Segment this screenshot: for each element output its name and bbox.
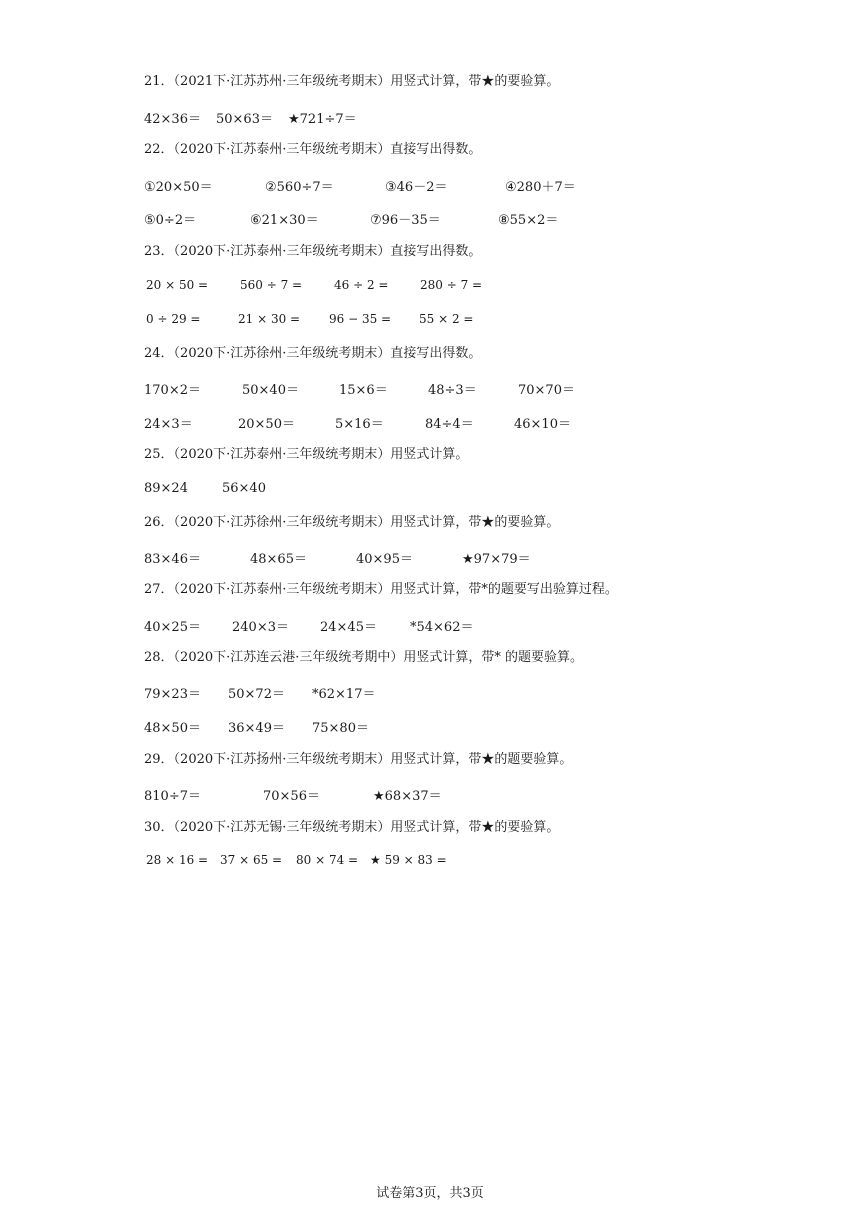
expression: ①20×50＝ bbox=[144, 180, 213, 195]
expression: 80 × 74 = bbox=[296, 853, 359, 867]
expression: ★ 59 × 83 = bbox=[370, 853, 447, 867]
expression: ⑧55×2＝ bbox=[498, 213, 559, 228]
expression: *62×17＝ bbox=[312, 687, 376, 702]
question-30-header: 30．（2020下·江苏无锡·三年级统考期末）用竖式计算，带★的要验算。 bbox=[144, 820, 560, 835]
expression: 21 × 30 = bbox=[238, 312, 301, 326]
expression: ④280＋7＝ bbox=[505, 180, 576, 195]
expression: 5×16＝ bbox=[335, 417, 384, 432]
expression: *54×62＝ bbox=[410, 620, 474, 635]
expression: 75×80＝ bbox=[312, 721, 369, 736]
expression: 56×40 bbox=[222, 481, 266, 496]
expression: 560 ÷ 7 = bbox=[240, 278, 303, 292]
expression: 50×63＝ bbox=[216, 112, 273, 127]
question-27-header: 27．（2020下·江苏泰州·三年级统考期末）用竖式计算，带*的题要写出验算过程。 bbox=[144, 582, 618, 597]
expression: 20×50＝ bbox=[238, 417, 295, 432]
expression: 20 × 50 = bbox=[146, 278, 209, 292]
question-24-header: 24．（2020下·江苏徐州·三年级统考期末）直接写出得数。 bbox=[144, 346, 482, 361]
question-25-header: 25．（2020下·江苏泰州·三年级统考期末）用竖式计算。 bbox=[144, 447, 469, 462]
expression: 48×65＝ bbox=[250, 552, 307, 567]
expression: 170×2＝ bbox=[144, 383, 201, 398]
expression: 37 × 65 = bbox=[220, 853, 283, 867]
question-28-header: 28．（2020下·江苏连云港·三年级统考期中）用竖式计算，带* 的题要验算。 bbox=[144, 650, 584, 665]
expression: ⑥21×30＝ bbox=[250, 213, 319, 228]
expression: 0 ÷ 29 = bbox=[146, 312, 201, 326]
expression: ③46－2＝ bbox=[385, 180, 448, 195]
expression: ★68×37＝ bbox=[373, 789, 442, 804]
expression: 40×95＝ bbox=[356, 552, 413, 567]
expression: 48×50＝ bbox=[144, 721, 201, 736]
expression: 40×25＝ bbox=[144, 620, 201, 635]
expression: 42×36＝ bbox=[144, 112, 201, 127]
expression: 46 ÷ 2 = bbox=[334, 278, 389, 292]
expression: 70×56＝ bbox=[263, 789, 320, 804]
expression: 83×46＝ bbox=[144, 552, 201, 567]
expression: ⑤0÷2＝ bbox=[144, 213, 197, 228]
expression: 50×40＝ bbox=[242, 383, 299, 398]
question-21-header: 21．（2021下·江苏苏州·三年级统考期末）用竖式计算，带★的要验算。 bbox=[144, 74, 560, 89]
question-23-header: 23．（2020下·江苏泰州·三年级统考期末）直接写出得数。 bbox=[144, 244, 482, 259]
expression: 240×3＝ bbox=[232, 620, 289, 635]
question-29-header: 29．（2020下·江苏扬州·三年级统考期末）用竖式计算，带★的题要验算。 bbox=[144, 752, 573, 767]
expression: 15×6＝ bbox=[339, 383, 388, 398]
expression: 55 × 2 = bbox=[419, 312, 474, 326]
expression: 24×45＝ bbox=[320, 620, 377, 635]
expression: 36×49＝ bbox=[228, 721, 285, 736]
expression: 70×70＝ bbox=[518, 383, 575, 398]
expression: 96 − 35 = bbox=[329, 312, 392, 326]
expression: ★97×79＝ bbox=[462, 552, 531, 567]
expression: ★721÷7＝ bbox=[288, 112, 357, 127]
expression: 46×10＝ bbox=[514, 417, 571, 432]
expression: 84÷4＝ bbox=[425, 417, 474, 432]
expression: 810÷7＝ bbox=[144, 789, 201, 804]
question-26-header: 26．（2020下·江苏徐州·三年级统考期末）用竖式计算，带★的要验算。 bbox=[144, 515, 560, 530]
question-22-header: 22．（2020下·江苏泰州·三年级统考期末）直接写出得数。 bbox=[144, 142, 482, 157]
expression: ⑦96－35＝ bbox=[370, 213, 441, 228]
expression: 79×23＝ bbox=[144, 687, 201, 702]
expression: 24×3＝ bbox=[144, 417, 193, 432]
expression: 50×72＝ bbox=[228, 687, 285, 702]
expression: 280 ÷ 7 = bbox=[420, 278, 483, 292]
expression: ②560÷7＝ bbox=[265, 180, 334, 195]
expression: 28 × 16 = bbox=[146, 853, 209, 867]
expression: 89×24 bbox=[144, 481, 188, 496]
page-footer: 试卷第3页，共3页 bbox=[376, 1186, 484, 1201]
expression: 48÷3＝ bbox=[428, 383, 477, 398]
